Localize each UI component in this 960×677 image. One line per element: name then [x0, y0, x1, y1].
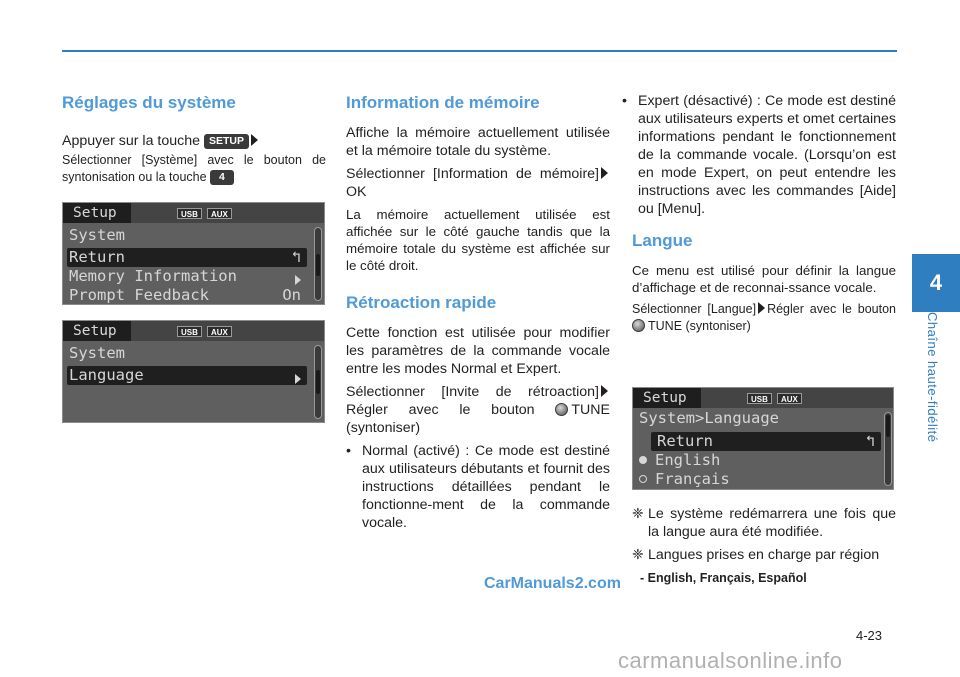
- bullet-expert: • Expert (désactivé) : Ce mode est destiné aux utilisateurs experts et omet certaines informations pendant le fonctionnement de la commande vocale. (Lorsqu’on est en mode Expert, on peut entendre les instructions avec les commandes [Aide] ou [Menu].: [622, 93, 896, 217]
- radio-selected-icon: [639, 456, 647, 464]
- page-number: 4-23: [856, 628, 883, 643]
- chevron-right-icon: [295, 275, 301, 285]
- paragraph-language: Ce menu est utilisé pour définir la langue d’affichage et de reconnai-ssance vocale.: [632, 263, 896, 295]
- arrow-right-icon: [601, 167, 608, 179]
- tune-knob-icon: [555, 403, 568, 416]
- instruction-setup: Appuyer sur la touche SETUP: [62, 132, 326, 150]
- menu-item-english[interactable]: English: [637, 451, 877, 470]
- usb-badge: USB: [177, 326, 202, 337]
- chapter-number-tab: 4: [912, 254, 960, 312]
- paragraph-memory: Affiche la mémoire actuellement utilisée et la mémoire totale du système.: [346, 125, 610, 159]
- note-restart: ❈ Le système redémarrera une fois que la langue aura été modifiée.: [632, 506, 896, 540]
- arrow-right-icon: [251, 134, 258, 146]
- menu-item-francais[interactable]: Français: [637, 470, 877, 489]
- paragraph-feedback: Cette fonction est utilisée pour modifier les paramètres de la commande vocale entre les modes Normal et Expert.: [346, 325, 610, 377]
- watermark: CarManuals2.com: [484, 575, 621, 592]
- tune-knob-icon: [632, 319, 645, 332]
- screen-header: System: [69, 344, 125, 362]
- setup-key-icon: SETUP: [204, 134, 249, 149]
- setup-screen-system: [62, 202, 325, 305]
- scrollbar[interactable]: [314, 345, 322, 419]
- paragraph-memory-2: La mémoire actuellement utilisée est affichée sur le côté gauche tandis que la mémoire totale du système est affichée sur le côté droit.: [346, 207, 610, 273]
- heading-prompt-feedback: Rétroaction rapide: [346, 293, 497, 312]
- scrollbar[interactable]: [314, 227, 322, 301]
- menu-item-language[interactable]: Language: [67, 366, 307, 385]
- setup-screen-system-language: [632, 387, 894, 490]
- chevron-right-icon: [295, 374, 301, 384]
- note-languages: ❈ Langues prises en charge par région: [632, 547, 880, 563]
- return-icon: ↰: [291, 248, 301, 266]
- usb-badge: USB: [747, 393, 772, 404]
- instruction-memory: Sélectionner [Information de mémoire]OK: [346, 165, 610, 201]
- scrollbar[interactable]: [884, 412, 892, 486]
- screen-header: System>Language: [639, 409, 779, 427]
- aux-badge: AUX: [207, 208, 232, 219]
- footer-watermark: carmanualsonline.info: [618, 648, 843, 673]
- screen-title: Setup: [63, 203, 131, 223]
- key-4-icon: 4: [210, 170, 234, 185]
- return-icon: ↰: [865, 432, 875, 450]
- menu-item-return[interactable]: Return ↰: [651, 432, 881, 451]
- usb-badge: USB: [177, 208, 202, 219]
- top-rule: [62, 50, 897, 52]
- prompt-feedback-value: On: [282, 286, 301, 304]
- screen-title: Setup: [633, 388, 701, 408]
- arrow-right-icon: [601, 385, 608, 397]
- instruction-feedback: Sélectionner [Invite de rétroaction] Régler avec le bouton TUNE (syntoniser): [346, 384, 610, 436]
- radio-unselected-icon: [639, 475, 647, 483]
- note-icon: ❈: [632, 506, 644, 522]
- instruction-language: Sélectionner [Langue] Régler avec le bouton TUNE (syntoniser): [632, 302, 896, 333]
- instruction-select-system: Sélectionner [Système] avec le bouton de syntonisation ou la touche 4: [62, 153, 326, 184]
- chapter-title: Chaîne haute-fidélité: [925, 312, 940, 443]
- scrollbar-thumb[interactable]: [316, 254, 320, 276]
- column-3: [622, 92, 896, 340]
- aux-badge: AUX: [207, 326, 232, 337]
- setup-screen-language: [62, 320, 325, 423]
- note-icon: ❈: [632, 547, 644, 563]
- aux-badge: AUX: [777, 393, 802, 404]
- scrollbar-thumb[interactable]: [886, 415, 890, 437]
- scrollbar-thumb[interactable]: [316, 370, 320, 394]
- column-2: [346, 92, 610, 537]
- bullet-normal: • Normal (activé) : Ce mode est destiné aux utilisateurs débutants et fournit des instructions détaillées pendant le fonctionne-ment de la commande vocale.: [346, 443, 610, 531]
- column-3-notes: [632, 505, 896, 592]
- heading-system-settings: Réglages du système: [62, 93, 236, 112]
- arrow-right-icon: [758, 302, 765, 314]
- supported-languages: - English, Français, Español: [640, 571, 807, 585]
- screen-header: System: [69, 226, 125, 244]
- column-1: [62, 92, 326, 191]
- menu-item-memory-information[interactable]: Memory Information: [67, 267, 307, 286]
- heading-memory-information: Information de mémoire: [346, 93, 540, 112]
- screen-title: Setup: [63, 321, 131, 341]
- menu-item-prompt-feedback[interactable]: Prompt Feedback On: [69, 286, 301, 304]
- menu-item-return[interactable]: Return ↰: [67, 248, 307, 267]
- heading-language: Langue: [632, 231, 693, 250]
